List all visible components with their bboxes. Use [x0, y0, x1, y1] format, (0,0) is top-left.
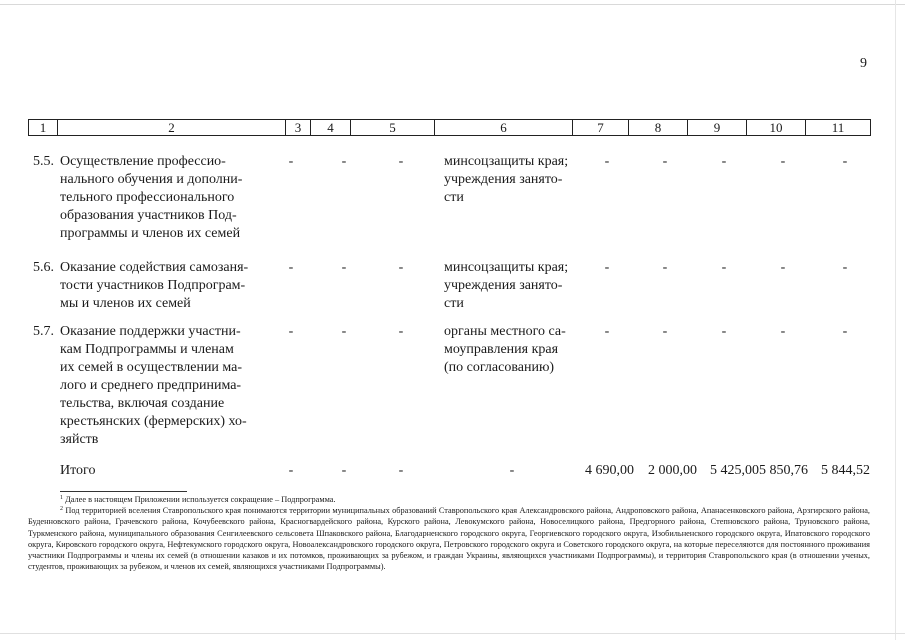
total-col-5: -: [398, 463, 404, 478]
column-header-9: 9: [688, 120, 747, 136]
cell-col-9: -: [721, 154, 727, 169]
page-number: 9: [860, 56, 867, 71]
scan-edge-bottom: [0, 633, 905, 634]
total-col-9: 5 425,00: [710, 463, 759, 478]
column-header-6: 6: [435, 120, 573, 136]
row-executor: [444, 153, 580, 207]
footnote-text: Под территорией вселения Ставропольского края понимаются территории муниципальных образований Ставропольского края Александровского района, Андроповского района, Апанасенковского района, Арзгирского района, Буденновского района, Грачевского района, Кочубеевского района, Красногвардейского района, Курского района, Левокумского района, Новоселицкого района, Предгорного района, Степновского района, Труновского района, Туркменского района, муниципального образования Сенгилеевского сельсовета Шпаковского района, Благодарненского городского округа, Георгиевского городского округа, Изобильненского городского округа, Ипатовского городского округа, Кировского городского округа, Нефтекумского городского округа, Новоалександровского городского округа, Петровского городского округа и Советского городского округа, на которые переселяются для постоянного проживания участники Подпрограммы и члены их семей (в отношении казаков и их потомков, проживающих за рубежом, и граждан Украины, являющихся участниками Подпрограммы), и территория Ставропольского края (в отношении ученых, студентов, проживающих за рубежом, и членов их семей, являющихся участниками Подпрограммы).: [28, 506, 871, 572]
row-description: [60, 259, 266, 313]
executor-line: учреждения занято-: [444, 278, 563, 293]
cell-col-8: -: [662, 260, 668, 275]
total-col-4: -: [341, 463, 347, 478]
cell-col-10: -: [780, 154, 786, 169]
cell-col-7: -: [604, 260, 610, 275]
total-col-8: 2 000,00: [648, 463, 697, 478]
column-header-11: 11: [806, 120, 871, 136]
cell-col-11: -: [842, 154, 848, 169]
cell-col-10: -: [780, 324, 786, 339]
description-line: нального обучения и дополни-: [60, 172, 243, 187]
cell-col-4: -: [341, 324, 347, 339]
description-line: Оказание поддержки участни-: [60, 324, 241, 339]
cell-col-9: -: [721, 260, 727, 275]
cell-col-11: -: [842, 260, 848, 275]
column-header-3: 3: [286, 120, 311, 136]
description-line: лого и среднего предпринима-: [60, 378, 242, 393]
footnote-2: [28, 505, 870, 572]
row-executor: [444, 323, 580, 377]
executor-line: минсоцзащиты края;: [444, 154, 569, 169]
row-number: 5.5.: [33, 154, 54, 169]
column-header-1: 1: [29, 120, 58, 136]
cell-col-5: -: [398, 260, 404, 275]
total-col-3: -: [288, 463, 294, 478]
total-label: Итого: [60, 463, 96, 478]
description-line: крестьянских (фермерских) хо-: [60, 414, 247, 429]
executor-line: (по согласованию): [444, 360, 555, 375]
total-col-11: 5 844,52: [821, 463, 870, 478]
executor-line: минсоцзащиты края;: [444, 260, 569, 275]
column-header-7: 7: [573, 120, 629, 136]
total-col-6: -: [509, 463, 515, 478]
column-header-10: 10: [747, 120, 806, 136]
cell-col-3: -: [288, 260, 294, 275]
description-line: кам Подпрограммы и членам: [60, 342, 234, 357]
cell-col-3: -: [288, 154, 294, 169]
description-line: зяйств: [60, 432, 99, 447]
cell-col-9: -: [721, 324, 727, 339]
row-executor: [444, 259, 580, 313]
description-line: программы и членов их семей: [60, 226, 241, 241]
scan-edge-top: [0, 4, 905, 5]
footnote-text: Далее в настоящем Приложении используется сокращение – Подпрограмма.: [65, 495, 336, 504]
cell-col-8: -: [662, 324, 668, 339]
column-header-5: 5: [351, 120, 435, 136]
cell-col-10: -: [780, 260, 786, 275]
description-line: их семей в осуществлении ма-: [60, 360, 243, 375]
cell-col-4: -: [341, 154, 347, 169]
description-line: тельного профессионального: [60, 190, 235, 205]
description-line: тости участников Подпрограм-: [60, 278, 246, 293]
description-line: Осуществление профессио-: [60, 154, 226, 169]
column-header-8: 8: [629, 120, 688, 136]
scan-edge-right: [895, 0, 896, 640]
column-header-4: 4: [311, 120, 351, 136]
footnote-separator: [60, 491, 187, 492]
description-line: образования участников Под-: [60, 208, 237, 223]
total-col-10: 5 850,76: [759, 463, 808, 478]
row-number: 5.7.: [33, 324, 54, 339]
total-col-7: 4 690,00: [585, 463, 634, 478]
executor-line: учреждения занято-: [444, 172, 563, 187]
cell-col-4: -: [341, 260, 347, 275]
footnote-1: [28, 494, 870, 505]
row-description: [60, 153, 266, 243]
row-number: 5.6.: [33, 260, 54, 275]
executor-line: моуправления края: [444, 342, 559, 357]
cell-col-8: -: [662, 154, 668, 169]
column-header-2: 2: [58, 120, 286, 136]
executor-line: органы местного са-: [444, 324, 566, 339]
cell-col-7: -: [604, 154, 610, 169]
column-number-header: [28, 119, 871, 136]
executor-line: сти: [444, 190, 464, 205]
footnotes: [28, 494, 870, 572]
row-description: [60, 323, 266, 449]
executor-line: сти: [444, 296, 464, 311]
cell-col-11: -: [842, 324, 848, 339]
description-line: мы и членов их семей: [60, 296, 191, 311]
description-line: Оказание содействия самозаня-: [60, 260, 249, 275]
footnote-mark: 2: [60, 506, 63, 513]
cell-col-5: -: [398, 154, 404, 169]
description-line: тельства, включая создание: [60, 396, 225, 411]
cell-col-3: -: [288, 324, 294, 339]
cell-col-7: -: [604, 324, 610, 339]
footnote-mark: 1: [60, 495, 63, 501]
cell-col-5: -: [398, 324, 404, 339]
